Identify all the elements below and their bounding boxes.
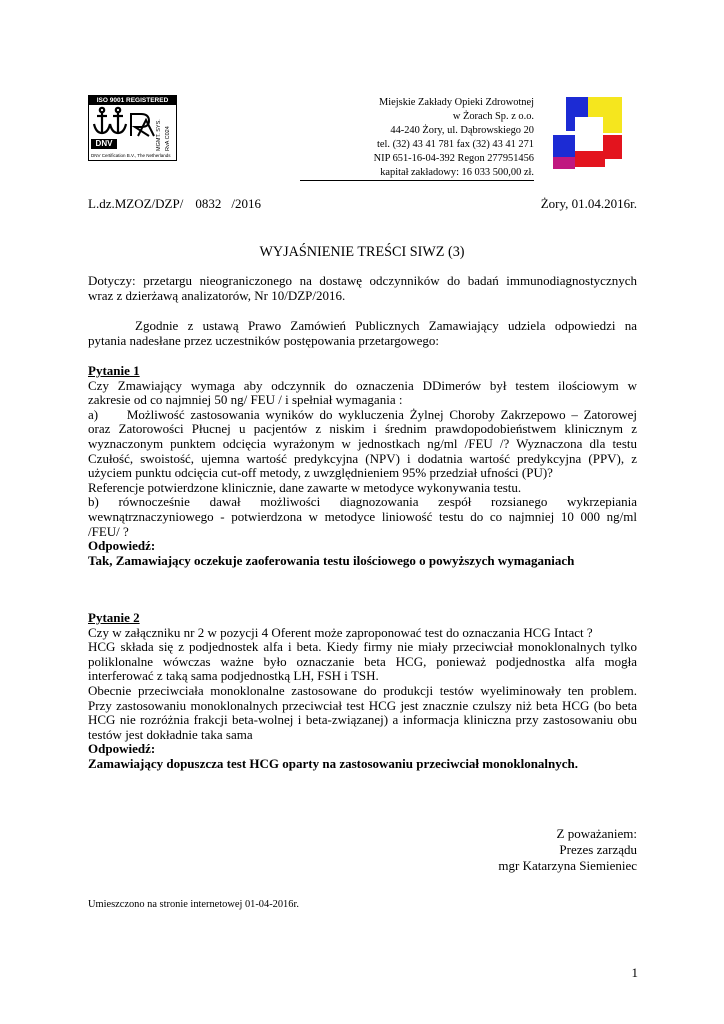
company-address: 44-240 Żory, ul. Dąbrowskiego 20 [390, 125, 534, 136]
signature-block [437, 826, 637, 875]
signature-role: Prezes zarządu [559, 842, 637, 858]
company-location: w Żorach Sp. z o.o. [452, 111, 534, 122]
anchor-icon [91, 106, 155, 138]
company-phone: tel. (32) 43 41 781 fax (32) 43 41 271 [377, 139, 534, 150]
question-2: Pytanie 2 Czy w załączniku nr 2 w pozycji 4 Oferent może zaproponować test do oznaczania HCG Intact ? HCG składa się z podjednostek alfa i beta. Kiedy firmy nie miały przeciwciał monoklonalnych tylko poliklonalne wówczas ważne było oznaczanie beta HCG, ponieważ podjednostka alfa mogła interferować z taką sama podjednostką LH, FSH i TSH. Obecnie przeciwciała monoklonalne zastosowane do produkcji testów wyeliminowały ten problem. Przy zastosowaniu monoklonalnych przeciwciał test HCG jest znacznie czulszy niż beta HCG (bo beta HCG nie rozróżnia frakcji beta-wolnej i beta-związanej) a informacja kliniczna przy zastosowaniu obu testów jest dokładnie taka sama Odpowiedź: Zamawiający dopuszcza test HCG oparty na zastosowaniu przeciwciał monoklonalnych. [88, 610, 637, 771]
place-date: Żory, 01.04.2016r. [540, 196, 637, 211]
page-number: 1 [631, 965, 638, 980]
signature-name: mgr Katarzyna Siemieniec [498, 858, 637, 874]
dnv-certification-text: DNV Certification B.V., The Netherlands [91, 153, 171, 158]
question-2-answer: Zamawiający dopuszcza test HCG oparty na zastosowaniu przeciwciał monoklonalnych. [88, 755, 579, 771]
question-1-heading: Pytanie 1 [88, 363, 140, 378]
company-capital: kapitał zakładowy: 16 033 500,00 zł. [300, 166, 534, 181]
company-address-block [300, 96, 534, 181]
question-2-answer-label: Odpowiedź: [88, 741, 156, 757]
intro-paragraph: Zgodnie z ustawą Prawo Zamówień Publicznych Zamawiający udziela odpowiedzi na pytania nadesłane przez uczestników postępowania przetargowego: [88, 318, 637, 348]
question-1: Pytanie 1 Czy Zmawiający wymaga aby odczynnik do oznaczenia DDimerów był testem ilościowym w zakresie od co najmniej 50 ng/ FEU / i spełniał wymagania : a) Możliwość zastosowania wyników do wykluczenia Żylnej Choroby Zakrzepowo – Zatorowej oraz Zatorowości Płucnej u pacjentów z niskim i średnim prawdopodobieństwem klinicznym z wyznaczonym punktem odcięcia wyrażonym w jednostkach ng/ml /FEU /? Wyznaczona dla testu Czułość, swoistość, ujemna wartość predykcyjna (NPV) i dodatnia wartość predykcyjna (PPV), z użyciem punktu odcięcia cut-off metody, z uwzględnieniem 95% przedział ufności (PU)? Referencje potwierdzone klinicznie, dane zawarte w metodyce wykonywania testu. b) równocześnie dawał możliwości diagnozowania zespół rozsianego wykrzepiania wewnątrznaczyniowego - potwierdzona w metodyce liniowość testu do co najmniej 10 000 ng/ml /FEU/ ? Odpowiedź: Tak, Zamawiający oczekuje zaoferowania testu ilościowego o powyższych wymaganiach [88, 363, 637, 568]
subject: Dotyczy: przetargu nieograniczonego na dostawę odczynników do badań immunodiagnostycznych wraz z dzierżawą analizatorów, Nr 10/DZP/2016. [88, 273, 637, 303]
mgmt-sys-text: MGMT. SYS. RvA C024 [156, 119, 171, 151]
dnv-logo: DNV [91, 139, 117, 149]
company-nip: NIP 651-16-04-392 Regon 277951456 [373, 153, 534, 164]
reference-number: L.dz.MZOZ/DZP/ 0832 /2016 [88, 196, 261, 211]
footer-note: Umieszczono na stronie internetowej 01-04-2016r. [88, 899, 299, 910]
signature-greeting: Z poważaniem: [556, 826, 637, 841]
question-2-heading: Pytanie 2 [88, 610, 140, 625]
iso-registered-text: ISO 9001 REGISTERED [89, 96, 176, 105]
iso-certification-badge [88, 95, 177, 161]
company-name: Miejskie Zakłady Opieki Zdrowotnej [379, 97, 534, 108]
question-1-answer: Tak, Zamawiający oczekuje zaoferowania testu ilościowego o powyższych wymaganiach [88, 552, 575, 568]
question-1-answer-label: Odpowiedź: [88, 538, 156, 554]
page-title: WYJAŚNIENIE TREŚCI SIWZ (3) [259, 244, 465, 260]
hospital-logo-icon [553, 95, 624, 172]
